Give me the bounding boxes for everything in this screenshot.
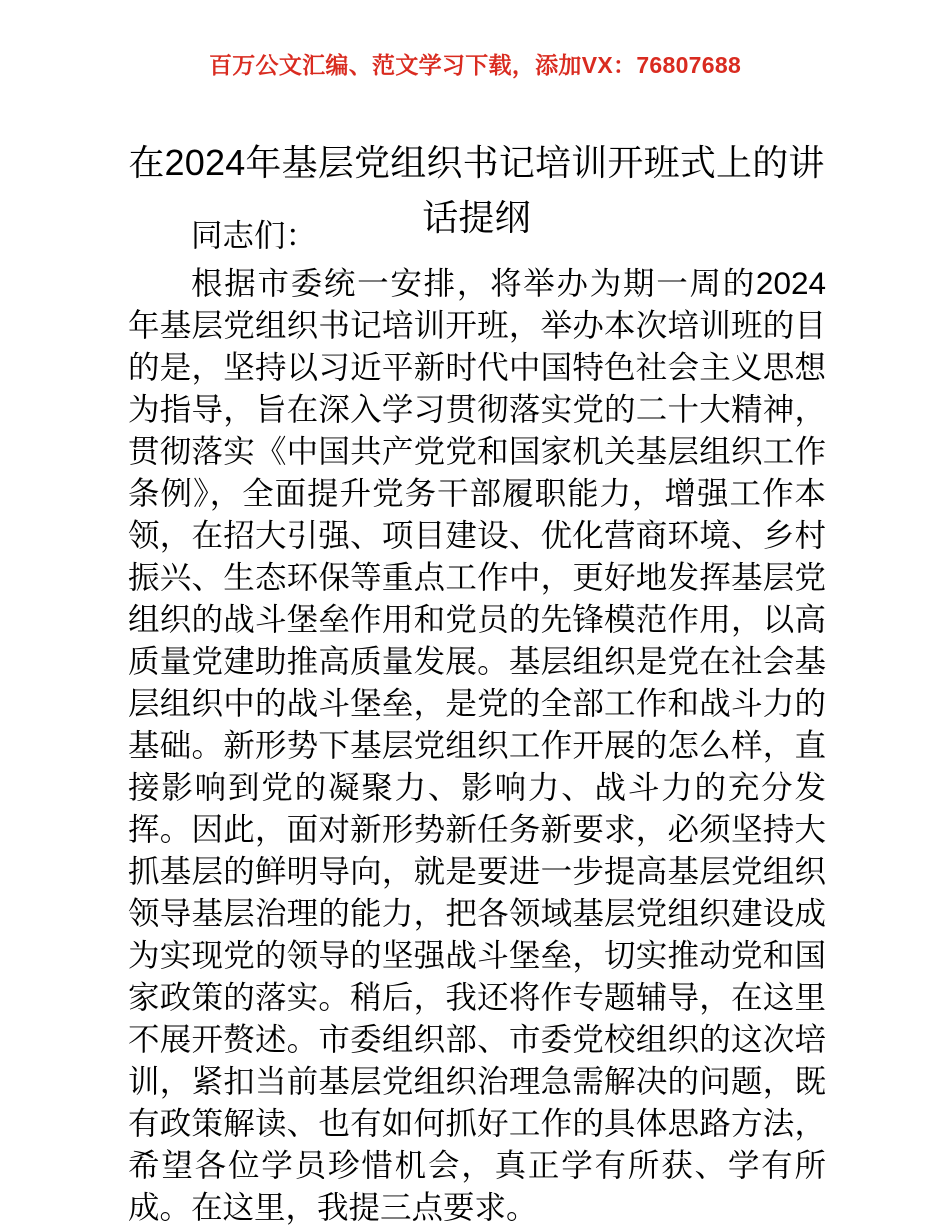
document-body (128, 214, 826, 1228)
body-paragraph-1: 根据市委统一安排，将举办为期一周的2024年基层党组织书记培训开班，举办本次培训班的目的是，坚持以习近平新时代中国特色社会主义思想为指导，旨在深入学习贯彻落实党的二十大精神，贯彻落实《中国共产党党和国家机关基层组织工作条例》，全面提升党务干部履职能力，增强工作本领，在招大引强、项目建设、优化营商环境、乡村振兴、生态环保等重点工作中，更好地发挥基层党组织的战斗堡垒作用和党员的先锋模范作用，以高质量党建助推高质量发展。基层组织是党在社会基层组织中的战斗堡垒，是党的全部工作和战斗力的基础。新形势下基层党组织工作开展的怎么样，直接影响到党的凝聚力、影响力、战斗力的充分发挥。因此，面对新形势新任务新要求，必须坚持大抓基层的鲜明导向，就是要进一步提高基层党组织领导基层治理的能力，把各领域基层党组织建设成为实现党的领导的坚强战斗堡垒，切实推动党和国家政策的落实。稍后，我还将作专题辅导，在这里不展开赘述。市委组织部、市委党校组织的这次培训，紧扣当前基层党组织治理急需解决的问题，既有政策解读、也有如何抓好工作的具体思路方法，希望各位学员珍惜机会，真正学有所获、学有所成。在这里，我提三点要求。 (128, 265, 826, 1225)
document-title: 在2024年基层党组织书记培训开班式上的讲话提纲 (128, 142, 825, 238)
promo-header-text: 百万公文汇编、范文学习下载，添加VX：76807688 (208, 52, 742, 78)
promo-header (0, 52, 950, 80)
salutation-paragraph: 同志们： (191, 217, 318, 253)
